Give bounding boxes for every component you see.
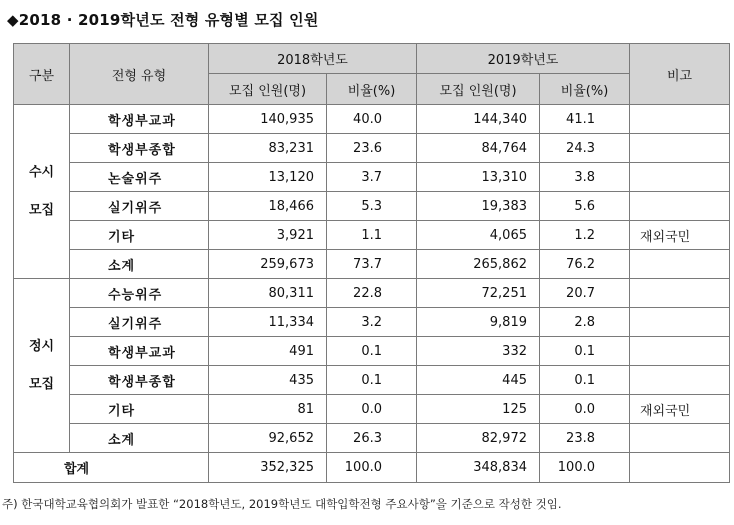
regular-admission-group <box>14 279 730 453</box>
group-label-line2: 모집 <box>28 202 55 218</box>
ratio-2019: 24.3 <box>540 134 630 163</box>
total-note <box>630 453 730 483</box>
admission-type: 기타 <box>70 221 209 250</box>
table-row <box>14 250 730 279</box>
note <box>630 424 730 453</box>
admission-type: 학생부종합 <box>70 134 209 163</box>
ratio-2019: 0.1 <box>540 337 630 366</box>
group-label <box>14 279 70 453</box>
count-2018: 80,311 <box>209 279 327 308</box>
count-2018: 259,673 <box>209 250 327 279</box>
total-label: 합계 <box>14 453 209 483</box>
group-label-line2: 모집 <box>28 376 55 392</box>
ratio-2018: 22.8 <box>327 279 417 308</box>
admission-type: 기타 <box>70 395 209 424</box>
count-2019: 332 <box>417 337 540 366</box>
ratio-2018: 0.1 <box>327 366 417 395</box>
table-row <box>14 221 730 250</box>
ratio-2019: 0.1 <box>540 366 630 395</box>
ratio-2019: 0.0 <box>540 395 630 424</box>
footnote: 주) 한국대학교육협의회가 발표한 “2018학년도, 2019학년도 대학입학전형 주요사항”을 기준으로 작성한 것임. <box>2 497 562 511</box>
ratio-2018: 23.6 <box>327 134 417 163</box>
early-admission-group <box>14 105 730 279</box>
ratio-2018: 26.3 <box>327 424 417 453</box>
count-2018: 3,921 <box>209 221 327 250</box>
note <box>630 337 730 366</box>
note <box>630 279 730 308</box>
header-ratio-2019: 비율(%) <box>540 74 630 105</box>
group-label-line1: 수시 <box>28 164 55 180</box>
count-2018: 83,231 <box>209 134 327 163</box>
header-count-2019: 모집 인원(명) <box>417 74 540 105</box>
total-count-2019: 348,834 <box>417 453 540 483</box>
note: 재외국민 <box>630 221 730 250</box>
count-2018: 92,652 <box>209 424 327 453</box>
admission-type: 논술위주 <box>70 163 209 192</box>
count-2018: 140,935 <box>209 105 327 134</box>
count-2019: 13,310 <box>417 163 540 192</box>
ratio-2019: 23.8 <box>540 424 630 453</box>
count-2019: 19,383 <box>417 192 540 221</box>
note <box>630 134 730 163</box>
total-ratio-2018: 100.0 <box>327 453 417 483</box>
note <box>630 250 730 279</box>
table-row <box>14 105 730 134</box>
table-row <box>14 279 730 308</box>
ratio-2018: 3.2 <box>327 308 417 337</box>
header-category: 구분 <box>14 44 70 105</box>
admission-type: 소계 <box>70 250 209 279</box>
ratio-2018: 40.0 <box>327 105 417 134</box>
header-year-2018: 2018학년도 <box>209 44 417 74</box>
count-2019: 9,819 <box>417 308 540 337</box>
header-year-2019: 2019학년도 <box>417 44 630 74</box>
count-2019: 72,251 <box>417 279 540 308</box>
ratio-2019: 41.1 <box>540 105 630 134</box>
ratio-2018: 3.7 <box>327 163 417 192</box>
table-row <box>14 163 730 192</box>
header-count-2018: 모집 인원(명) <box>209 74 327 105</box>
admission-type: 학생부교과 <box>70 105 209 134</box>
table-row <box>14 366 730 395</box>
note <box>630 192 730 221</box>
table-row <box>14 308 730 337</box>
ratio-2018: 0.0 <box>327 395 417 424</box>
total-ratio-2019: 100.0 <box>540 453 630 483</box>
group-label-line1: 정시 <box>28 338 55 354</box>
count-2018: 491 <box>209 337 327 366</box>
count-2018: 11,334 <box>209 308 327 337</box>
ratio-2019: 2.8 <box>540 308 630 337</box>
note <box>630 163 730 192</box>
count-2019: 144,340 <box>417 105 540 134</box>
table-row <box>14 192 730 221</box>
count-2019: 265,862 <box>417 250 540 279</box>
table-row <box>14 395 730 424</box>
admission-type: 수능위주 <box>70 279 209 308</box>
note: 재외국민 <box>630 395 730 424</box>
admission-type: 실기위주 <box>70 192 209 221</box>
count-2019: 84,764 <box>417 134 540 163</box>
header-type: 전형 유형 <box>70 44 209 105</box>
ratio-2019: 76.2 <box>540 250 630 279</box>
table-row <box>14 134 730 163</box>
ratio-2019: 1.2 <box>540 221 630 250</box>
admission-type: 학생부교과 <box>70 337 209 366</box>
table-title: ◆2018 · 2019학년도 전형 유형별 모집 인원 <box>7 11 319 29</box>
count-2019: 125 <box>417 395 540 424</box>
note <box>630 308 730 337</box>
note <box>630 366 730 395</box>
admission-type: 학생부종합 <box>70 366 209 395</box>
ratio-2019: 5.6 <box>540 192 630 221</box>
note <box>630 105 730 134</box>
count-2019: 445 <box>417 366 540 395</box>
admission-type: 실기위주 <box>70 308 209 337</box>
count-2018: 435 <box>209 366 327 395</box>
header-ratio-2018: 비율(%) <box>327 74 417 105</box>
total-count-2018: 352,325 <box>209 453 327 483</box>
group-label <box>14 105 70 279</box>
admissions-table <box>13 43 730 483</box>
ratio-2018: 0.1 <box>327 337 417 366</box>
ratio-2019: 3.8 <box>540 163 630 192</box>
total-row <box>14 453 730 483</box>
header-note: 비고 <box>630 44 730 105</box>
count-2018: 18,466 <box>209 192 327 221</box>
ratio-2018: 5.3 <box>327 192 417 221</box>
admission-type: 소계 <box>70 424 209 453</box>
count-2019: 4,065 <box>417 221 540 250</box>
count-2018: 81 <box>209 395 327 424</box>
ratio-2019: 20.7 <box>540 279 630 308</box>
count-2018: 13,120 <box>209 163 327 192</box>
table-row <box>14 424 730 453</box>
count-2019: 82,972 <box>417 424 540 453</box>
ratio-2018: 73.7 <box>327 250 417 279</box>
table-row <box>14 337 730 366</box>
ratio-2018: 1.1 <box>327 221 417 250</box>
